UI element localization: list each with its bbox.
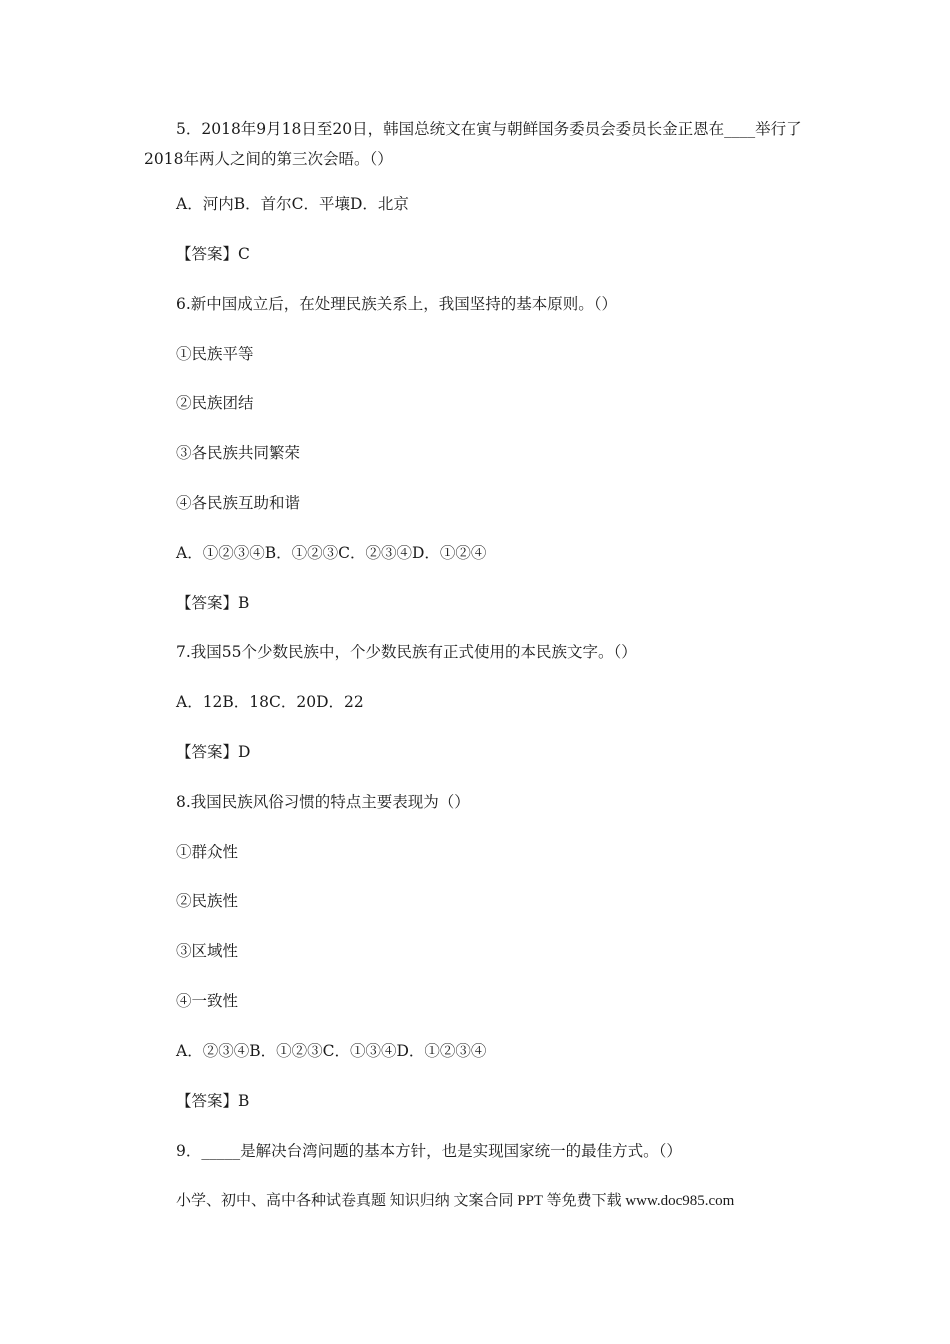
question-7-options: A．12B．18C．20D．22 — [176, 693, 364, 711]
question-8-answer: 【答案】B — [176, 1092, 250, 1110]
question-6-answer: 【答案】B — [176, 594, 250, 612]
question-6-item-4: ④各民族互助和谐 — [176, 494, 301, 512]
question-8-item-3: ③区域性 — [176, 942, 239, 960]
question-8-item-1: ①群众性 — [176, 843, 239, 861]
question-8-item-4: ④一致性 — [176, 992, 239, 1010]
question-7-answer: 【答案】D — [176, 743, 251, 761]
question-7-text: 7.我国55个少数民族中，个少数民族有正式使用的本民族文字。（） — [176, 643, 637, 661]
question-5-options: A．河内B．首尔C．平壤D．北京 — [176, 195, 409, 213]
question-9-text: 9．_____是解决台湾问题的基本方针，也是实现国家统一的最佳方式。（） — [176, 1142, 682, 1160]
question-5-text: 5．2018年9月18日至20日，韩国总统文在寅与朝鲜国务委员会委员长金正恩在____举行了2018年两人之间的第三次会晤。（） — [144, 120, 802, 168]
page-footer: 小学、初中、高中各种试卷真题 知识归纳 文案合同 PPT 等免费下载 www.doc985.com — [176, 1193, 735, 1209]
question-8-item-2: ②民族性 — [176, 892, 239, 910]
question-6-item-2: ②民族团结 — [176, 394, 254, 412]
question-8-text: 8.我国民族风俗习惯的特点主要表现为（） — [176, 793, 470, 811]
question-5-answer: 【答案】C — [176, 245, 250, 263]
question-8-options: A．②③④B．①②③C．①③④D．①②③④ — [176, 1042, 487, 1060]
question-6-item-3: ③各民族共同繁荣 — [176, 444, 301, 462]
question-6-item-1: ①民族平等 — [176, 345, 254, 363]
question-6-options: A．①②③④B．①②③C．②③④D．①②④ — [176, 544, 487, 562]
question-6-text: 6.新中国成立后，在处理民族关系上，我国坚持的基本原则。（） — [176, 295, 618, 313]
